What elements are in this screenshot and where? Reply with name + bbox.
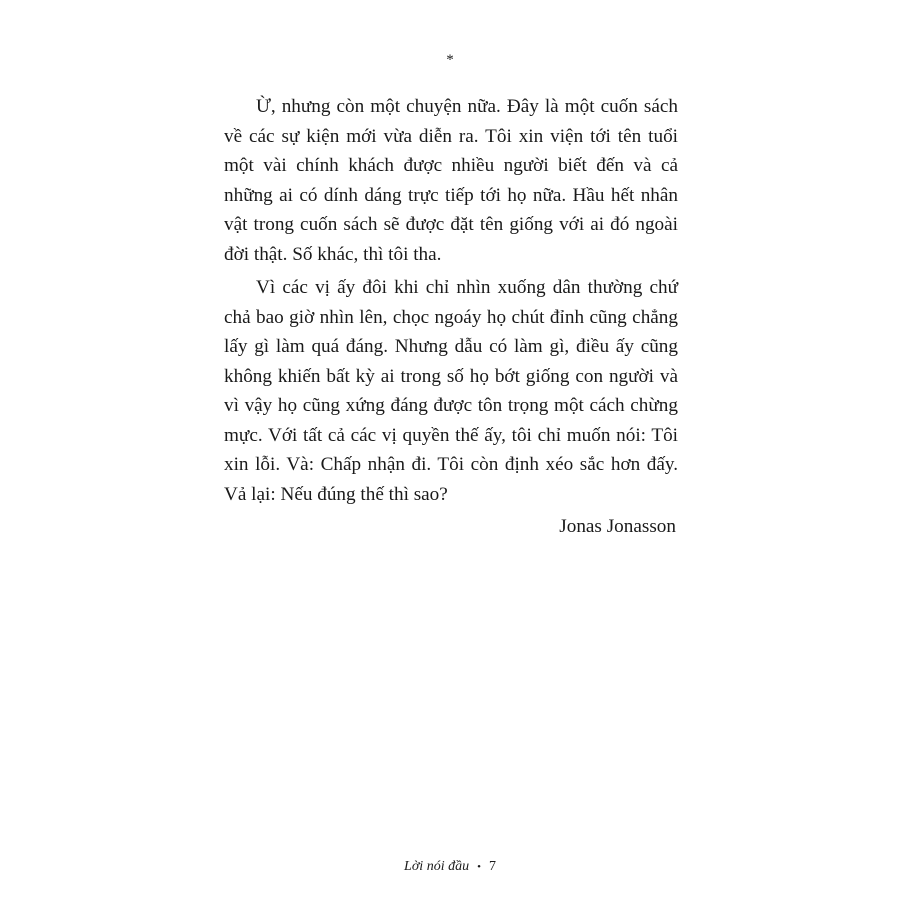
running-footer-section: Lời nói đầu [404,859,470,874]
page-footer [0,858,900,876]
section-ornament: * [446,52,454,68]
body-text [224,92,678,509]
paragraph-1: Ừ, nhưng còn một chuyện nữa. Đây là một cuốn sách về các sự kiện mới vừa diễn ra. Tôi xin viện tới tên tuổi một vài chính khách được nhiều người biết đến và cả những ai có dính dáng trực tiếp tới họ nữa. Hầu hết nhân vật trong cuốn sách sẽ được đặt tên giống với ai đó ngoài đời thật. Số khác, thì tôi tha. [224,96,678,265]
footer-separator-icon: • [477,861,481,873]
paragraph-2: Vì các vị ấy đôi khi chỉ nhìn xuống dân thường chứ chả bao giờ nhìn lên, chọc ngoáy họ chút đỉnh cũng chẳng lấy gì làm quá đáng. Nhưng dẫu có làm gì, điều ấy cũng không khiến bất kỳ ai trong số họ bớt giống con người và vì vậy họ cũng xứng đáng được tôn trọng một cách chừng mực. Với tất cả các vị quyền thế ấy, tôi chỉ muốn nói: Tôi xin lỗi. Và: Chấp nhận đi. Tôi còn định xéo sắc hơn đấy. Vả lại: Nếu đúng thế thì sao? [224,277,678,505]
author-signature: Jonas Jonasson [559,516,676,537]
page-number: 7 [488,859,496,874]
